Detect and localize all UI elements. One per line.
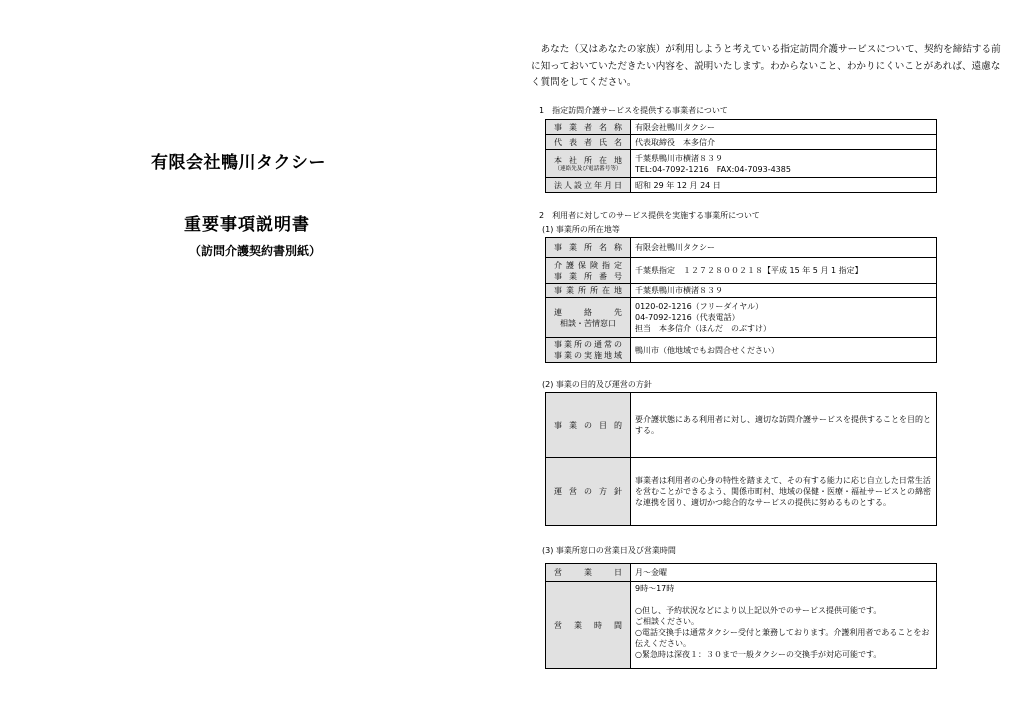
office-location-table xyxy=(545,237,937,363)
section-2-heading: 2 利用者に対してのサービス提供を実施する事業所について xyxy=(539,211,760,220)
row-label-office-number xyxy=(546,258,631,284)
contact-line-2: 04-7092-1216（代表電話） xyxy=(635,313,740,322)
contact-label-line-1: 連絡先 xyxy=(554,307,622,317)
row-label-service-area xyxy=(546,338,631,363)
row-label-office-address: 事業所所在地 xyxy=(546,284,631,298)
hours-line-2 xyxy=(635,594,932,605)
section-1-heading: 1 指定訪問介護サービスを提供する事業者について xyxy=(539,106,728,115)
table-row xyxy=(546,582,937,669)
row-value-office-name: 有限会社鴨川タクシー xyxy=(631,238,937,258)
cover-document-subtitle: （訪問介護契約書別紙） xyxy=(189,244,322,258)
row-value-service-area: 鴨川市（他地域でもお問合せください） xyxy=(631,338,937,363)
head-office-phone: TEL:04-7092-1216 FAX:04-7093-4385 xyxy=(635,164,791,174)
row-value-contact xyxy=(631,298,937,338)
table-row xyxy=(546,178,937,193)
table-row xyxy=(546,150,937,178)
table-row xyxy=(546,564,937,582)
business-hours-table xyxy=(545,563,937,669)
hours-line-1: 9時～17時 xyxy=(635,584,675,593)
contact-line-3: 担当 本多信介（ほんだ のぶすけ） xyxy=(635,324,771,333)
head-office-address: 千葉県鴨川市横渚８３９ xyxy=(635,153,723,163)
row-value-office-address: 千葉県鴨川市横渚８３９ xyxy=(631,284,937,298)
row-label-established: 法人設立年月日 xyxy=(546,178,631,193)
office-number-label-line-2: 事業所番号 xyxy=(554,271,622,281)
row-value-policy: 事業者は利用者の心身の特性を踏まえて、その有する能力に応じ自立した日常生活を営むことができるよう、関係市町村、地域の保健・医療・福祉サービスとの綿密な連携を図り、適切かつ総合的なサービスの提供に努めるものとする。 xyxy=(631,458,937,526)
subsection-1-heading: (1) 事業所の所在地等 xyxy=(542,225,620,234)
cover-company-name: 有限会社鴨川タクシー xyxy=(151,153,326,173)
row-label-office-name: 事業所名称 xyxy=(546,238,631,258)
hours-line-5: ○電話交換手は通常タクシー受付と兼務しております。介護利用者であることをお伝えください。 xyxy=(635,628,930,648)
provider-info-table xyxy=(545,119,937,193)
table-row xyxy=(546,338,937,363)
contact-line-1: 0120-02-1216（フリーダイヤル） xyxy=(635,302,764,311)
table-row xyxy=(546,238,937,258)
table-row xyxy=(546,298,937,338)
head-office-sublabel: （連絡先及び電話番号等） xyxy=(554,165,622,172)
intro-paragraph: あなた（又はあなたの家族）が利用しようと考えている指定訪問介護サービスについて、契約を締結する前に知っておいていただきたい内容を、説明いたします。わからないこと、わかりにくいことがあれば、遠慮なく質問をしてください。 xyxy=(531,44,1001,88)
row-label-contact xyxy=(546,298,631,338)
row-label-policy: 運営の方針 xyxy=(546,458,631,526)
row-label-business-days: 営業日 xyxy=(546,564,631,582)
table-row xyxy=(546,120,937,135)
service-area-label-line-2: 事業の実施地域 xyxy=(554,351,622,360)
row-value-provider-name: 有限会社鴨川タクシー xyxy=(631,120,937,135)
hours-line-6: ○緊急時は深夜１：３０まで一般タクシーの交換手が対応可能です。 xyxy=(635,650,882,659)
row-label-business-hours: 営業時間 xyxy=(546,582,631,669)
head-office-label: 本社所在地 xyxy=(554,155,622,165)
subsection-2-heading: (2) 事業の目的及び運営の方針 xyxy=(542,380,652,389)
purpose-policy-table xyxy=(545,392,937,526)
row-value-purpose: 要介護状態にある利用者に対し、適切な訪問介護サービスを提供することを目的とする。 xyxy=(631,393,937,458)
table-row xyxy=(546,135,937,150)
row-label-head-office xyxy=(546,150,631,178)
row-value-office-number: 千葉県指定 １２７２８００２１８【平成 15 年 5 月 1 指定】 xyxy=(631,258,937,284)
row-value-head-office xyxy=(631,150,937,178)
table-row xyxy=(546,458,937,526)
row-label-representative: 代表者氏名 xyxy=(546,135,631,150)
office-number-label-line-1: 介護保険指定 xyxy=(554,260,622,270)
row-value-established: 昭和 29 年 12 月 24 日 xyxy=(631,178,937,193)
table-row xyxy=(546,393,937,458)
contact-label-line-2: 相談・苦情窓口 xyxy=(560,318,616,328)
table-row xyxy=(546,258,937,284)
cover-document-title: 重要事項説明書 xyxy=(184,215,310,235)
subsection-3-heading: (3) 事業所窓口の営業日及び営業時間 xyxy=(542,546,676,555)
hours-line-3: ○但し、予約状況などにより以上記以外でのサービス提供可能です。 xyxy=(635,606,882,615)
service-area-label-line-1: 事業所の通常の xyxy=(554,340,622,349)
hours-line-4: ご相談ください。 xyxy=(635,617,699,626)
row-label-purpose: 事業の目的 xyxy=(546,393,631,458)
row-label-provider-name: 事業者名称 xyxy=(546,120,631,135)
row-value-representative: 代表取締役 本多信介 xyxy=(631,135,937,150)
table-row xyxy=(546,284,937,298)
row-value-business-hours xyxy=(631,582,937,669)
row-value-business-days: 月～金曜 xyxy=(631,564,937,582)
